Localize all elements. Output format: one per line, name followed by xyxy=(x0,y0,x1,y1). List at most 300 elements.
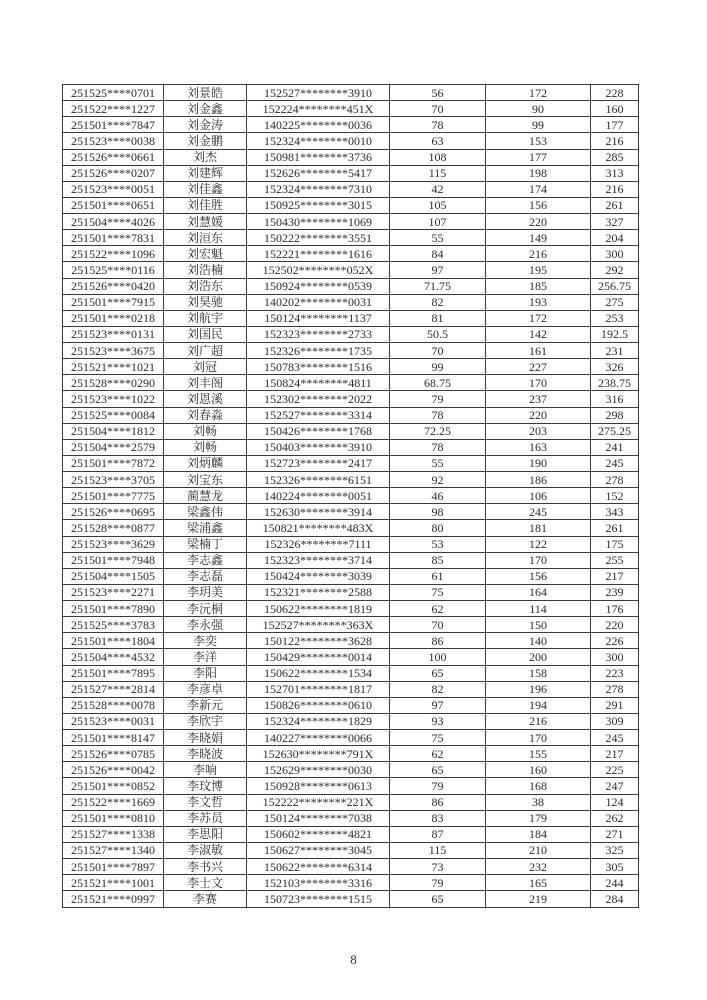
score-2-cell: 220 xyxy=(486,214,591,230)
table-row xyxy=(63,262,639,278)
candidate-no-cell: 251528****0877 xyxy=(63,520,164,536)
total-score-cell: 256.75 xyxy=(591,278,639,294)
candidate-no-cell: 251527****1340 xyxy=(63,842,164,858)
score-1-cell: 100 xyxy=(390,649,486,665)
id-card-number-cell: 150627********3045 xyxy=(247,842,390,858)
id-card-number-cell: 150222********3551 xyxy=(247,230,390,246)
score-2-cell: 200 xyxy=(486,649,591,665)
score-2-cell: 232 xyxy=(486,859,591,875)
score-table xyxy=(62,84,639,908)
table-row xyxy=(63,617,639,633)
candidate-no-cell: 251522****1096 xyxy=(63,246,164,262)
score-2-cell: 216 xyxy=(486,713,591,729)
id-card-number-cell: 152221********1616 xyxy=(247,246,390,262)
candidate-no-cell: 251501****7890 xyxy=(63,601,164,617)
table-row xyxy=(63,407,639,423)
id-card-number-cell: 140225********0036 xyxy=(247,117,390,133)
table-row xyxy=(63,149,639,165)
id-card-number-cell: 152723********2417 xyxy=(247,455,390,471)
candidate-no-cell: 251525****3783 xyxy=(63,617,164,633)
id-card-number-cell: 152224********451X xyxy=(247,101,390,117)
candidate-no-cell: 251501****1804 xyxy=(63,633,164,649)
score-2-cell: 168 xyxy=(486,778,591,794)
candidate-no-cell: 251525****0084 xyxy=(63,407,164,423)
score-1-cell: 71.75 xyxy=(390,278,486,294)
id-card-number-cell: 150602********4821 xyxy=(247,826,390,842)
score-2-cell: 99 xyxy=(486,117,591,133)
score-2-cell: 156 xyxy=(486,568,591,584)
score-1-cell: 63 xyxy=(390,133,486,149)
name-cell: 李志磊 xyxy=(164,568,247,584)
name-cell: 刘冠 xyxy=(164,359,247,375)
total-score-cell: 275.25 xyxy=(591,423,639,439)
score-2-cell: 155 xyxy=(486,746,591,762)
score-1-cell: 80 xyxy=(390,520,486,536)
id-card-number-cell: 152626********5417 xyxy=(247,165,390,181)
name-cell: 刘金鑫 xyxy=(164,101,247,117)
name-cell: 李书兴 xyxy=(164,859,247,875)
name-cell: 刘炳麟 xyxy=(164,455,247,471)
name-cell: 刘浩东 xyxy=(164,278,247,294)
total-score-cell: 176 xyxy=(591,601,639,617)
total-score-cell: 152 xyxy=(591,488,639,504)
score-1-cell: 72.25 xyxy=(390,423,486,439)
score-2-cell: 190 xyxy=(486,455,591,471)
id-card-number-cell: 152527********3910 xyxy=(247,85,390,101)
score-2-cell: 149 xyxy=(486,230,591,246)
name-cell: 李欣宇 xyxy=(164,713,247,729)
candidate-no-cell: 251501****7895 xyxy=(63,665,164,681)
id-card-number-cell: 140224********0051 xyxy=(247,488,390,504)
table-row xyxy=(63,230,639,246)
score-2-cell: 210 xyxy=(486,842,591,858)
name-cell: 刘春淼 xyxy=(164,407,247,423)
score-2-cell: 165 xyxy=(486,875,591,891)
name-cell: 刘宏魁 xyxy=(164,246,247,262)
table-row xyxy=(63,584,639,600)
total-score-cell: 204 xyxy=(591,230,639,246)
name-cell: 李晓娟 xyxy=(164,730,247,746)
id-card-number-cell: 152323********2733 xyxy=(247,326,390,342)
candidate-no-cell: 251501****8147 xyxy=(63,730,164,746)
candidate-no-cell: 251526****0661 xyxy=(63,149,164,165)
candidate-no-cell: 251504****4026 xyxy=(63,214,164,230)
name-cell: 刘洹东 xyxy=(164,230,247,246)
id-card-number-cell: 150429********0014 xyxy=(247,649,390,665)
table-row xyxy=(63,439,639,455)
total-score-cell: 216 xyxy=(591,181,639,197)
total-score-cell: 217 xyxy=(591,568,639,584)
id-card-number-cell: 152222********221X xyxy=(247,794,390,810)
score-1-cell: 55 xyxy=(390,455,486,471)
score-2-cell: 245 xyxy=(486,504,591,520)
score-1-cell: 82 xyxy=(390,681,486,697)
score-1-cell: 83 xyxy=(390,810,486,826)
total-score-cell: 244 xyxy=(591,875,639,891)
total-score-cell: 298 xyxy=(591,407,639,423)
candidate-no-cell: 251522****1669 xyxy=(63,794,164,810)
id-card-number-cell: 150403********3910 xyxy=(247,439,390,455)
score-2-cell: 164 xyxy=(486,584,591,600)
score-1-cell: 56 xyxy=(390,85,486,101)
total-score-cell: 241 xyxy=(591,439,639,455)
table-row xyxy=(63,649,639,665)
candidate-no-cell: 251501****7775 xyxy=(63,488,164,504)
score-1-cell: 108 xyxy=(390,149,486,165)
table-row xyxy=(63,455,639,471)
table-row xyxy=(63,713,639,729)
total-score-cell: 316 xyxy=(591,391,639,407)
id-card-number-cell: 152103********3316 xyxy=(247,875,390,891)
id-card-number-cell: 150783********1516 xyxy=(247,359,390,375)
total-score-cell: 217 xyxy=(591,746,639,762)
id-card-number-cell: 152324********7310 xyxy=(247,181,390,197)
score-1-cell: 99 xyxy=(390,359,486,375)
name-cell: 刘昊驰 xyxy=(164,294,247,310)
total-score-cell: 220 xyxy=(591,617,639,633)
score-1-cell: 62 xyxy=(390,601,486,617)
total-score-cell: 292 xyxy=(591,262,639,278)
name-cell: 刘杰 xyxy=(164,149,247,165)
score-1-cell: 86 xyxy=(390,633,486,649)
total-score-cell: 300 xyxy=(591,246,639,262)
candidate-no-cell: 251521****0997 xyxy=(63,891,164,908)
candidate-no-cell: 251523****1022 xyxy=(63,391,164,407)
name-cell: 李新元 xyxy=(164,697,247,713)
table-row xyxy=(63,375,639,391)
name-cell: 刘恩溪 xyxy=(164,391,247,407)
score-2-cell: 220 xyxy=(486,407,591,423)
total-score-cell: 275 xyxy=(591,294,639,310)
score-1-cell: 62 xyxy=(390,746,486,762)
score-1-cell: 85 xyxy=(390,552,486,568)
score-2-cell: 203 xyxy=(486,423,591,439)
id-card-number-cell: 152527********363X xyxy=(247,617,390,633)
id-card-number-cell: 152701********1817 xyxy=(247,681,390,697)
table-row xyxy=(63,488,639,504)
total-score-cell: 291 xyxy=(591,697,639,713)
total-score-cell: 271 xyxy=(591,826,639,842)
score-2-cell: 195 xyxy=(486,262,591,278)
name-cell: 刘国民 xyxy=(164,326,247,342)
total-score-cell: 228 xyxy=(591,85,639,101)
id-card-number-cell: 150826********0610 xyxy=(247,697,390,713)
name-cell: 刘金涛 xyxy=(164,117,247,133)
candidate-no-cell: 251501****7831 xyxy=(63,230,164,246)
table-row xyxy=(63,891,639,908)
id-card-number-cell: 152326********7111 xyxy=(247,536,390,552)
table-row xyxy=(63,730,639,746)
candidate-no-cell: 251504****4532 xyxy=(63,649,164,665)
score-2-cell: 185 xyxy=(486,278,591,294)
name-cell: 李文哲 xyxy=(164,794,247,810)
table-row xyxy=(63,310,639,326)
score-1-cell: 79 xyxy=(390,391,486,407)
total-score-cell: 313 xyxy=(591,165,639,181)
candidate-no-cell: 251523****2271 xyxy=(63,584,164,600)
candidate-no-cell: 251501****7948 xyxy=(63,552,164,568)
score-2-cell: 158 xyxy=(486,665,591,681)
id-card-number-cell: 150122********3628 xyxy=(247,633,390,649)
candidate-no-cell: 251527****2814 xyxy=(63,681,164,697)
score-1-cell: 115 xyxy=(390,842,486,858)
table-row xyxy=(63,85,639,101)
candidate-no-cell: 251526****0420 xyxy=(63,278,164,294)
id-card-number-cell: 150824********4811 xyxy=(247,375,390,391)
name-cell: 蔺慧龙 xyxy=(164,488,247,504)
table-row xyxy=(63,536,639,552)
table-row xyxy=(63,552,639,568)
score-1-cell: 78 xyxy=(390,439,486,455)
score-1-cell: 75 xyxy=(390,730,486,746)
total-score-cell: 278 xyxy=(591,681,639,697)
table-row xyxy=(63,697,639,713)
id-card-number-cell: 140227********0066 xyxy=(247,730,390,746)
score-2-cell: 170 xyxy=(486,375,591,391)
id-card-number-cell: 140202********0031 xyxy=(247,294,390,310)
score-1-cell: 65 xyxy=(390,762,486,778)
total-score-cell: 262 xyxy=(591,810,639,826)
name-cell: 刘佳鑫 xyxy=(164,181,247,197)
table-row xyxy=(63,520,639,536)
score-2-cell: 174 xyxy=(486,181,591,197)
table-row xyxy=(63,343,639,359)
score-2-cell: 172 xyxy=(486,85,591,101)
name-cell: 刘畅 xyxy=(164,439,247,455)
score-2-cell: 186 xyxy=(486,472,591,488)
score-1-cell: 65 xyxy=(390,665,486,681)
id-card-number-cell: 150430********1069 xyxy=(247,214,390,230)
score-2-cell: 114 xyxy=(486,601,591,617)
table-row xyxy=(63,181,639,197)
score-2-cell: 150 xyxy=(486,617,591,633)
id-card-number-cell: 150821********483X xyxy=(247,520,390,536)
score-1-cell: 70 xyxy=(390,101,486,117)
score-1-cell: 53 xyxy=(390,536,486,552)
name-cell: 刘景皓 xyxy=(164,85,247,101)
candidate-no-cell: 251501****0810 xyxy=(63,810,164,826)
table-row xyxy=(63,165,639,181)
total-score-cell: 300 xyxy=(591,649,639,665)
total-score-cell: 285 xyxy=(591,149,639,165)
candidate-no-cell: 251501****7915 xyxy=(63,294,164,310)
table-row xyxy=(63,504,639,520)
id-card-number-cell: 150924********0539 xyxy=(247,278,390,294)
name-cell: 梁楠丁 xyxy=(164,536,247,552)
candidate-no-cell: 251526****0695 xyxy=(63,504,164,520)
candidate-no-cell: 251526****0785 xyxy=(63,746,164,762)
candidate-no-cell: 251528****0290 xyxy=(63,375,164,391)
table-row xyxy=(63,681,639,697)
candidate-no-cell: 251523****0051 xyxy=(63,181,164,197)
total-score-cell: 216 xyxy=(591,133,639,149)
name-cell: 刘建辉 xyxy=(164,165,247,181)
id-card-number-cell: 150622********1819 xyxy=(247,601,390,617)
score-2-cell: 177 xyxy=(486,149,591,165)
id-card-number-cell: 152630********791X xyxy=(247,746,390,762)
name-cell: 刘丰阁 xyxy=(164,375,247,391)
score-2-cell: 161 xyxy=(486,343,591,359)
name-cell: 李玥美 xyxy=(164,584,247,600)
total-score-cell: 177 xyxy=(591,117,639,133)
total-score-cell: 343 xyxy=(591,504,639,520)
score-1-cell: 42 xyxy=(390,181,486,197)
table-row xyxy=(63,810,639,826)
table-row xyxy=(63,778,639,794)
score-2-cell: 181 xyxy=(486,520,591,536)
table-row xyxy=(63,762,639,778)
total-score-cell: 238.75 xyxy=(591,375,639,391)
name-cell: 李思阳 xyxy=(164,826,247,842)
name-cell: 李志鑫 xyxy=(164,552,247,568)
total-score-cell: 327 xyxy=(591,214,639,230)
score-1-cell: 61 xyxy=(390,568,486,584)
candidate-no-cell: 251523****0038 xyxy=(63,133,164,149)
score-1-cell: 70 xyxy=(390,617,486,633)
candidate-no-cell: 251523****0131 xyxy=(63,326,164,342)
score-1-cell: 75 xyxy=(390,584,486,600)
name-cell: 李淑敏 xyxy=(164,842,247,858)
score-2-cell: 163 xyxy=(486,439,591,455)
total-score-cell: 247 xyxy=(591,778,639,794)
id-card-number-cell: 150424********3039 xyxy=(247,568,390,584)
id-card-number-cell: 152302********2022 xyxy=(247,391,390,407)
total-score-cell: 253 xyxy=(591,310,639,326)
score-2-cell: 142 xyxy=(486,326,591,342)
name-cell: 李响 xyxy=(164,762,247,778)
id-card-number-cell: 152323********3714 xyxy=(247,552,390,568)
score-2-cell: 194 xyxy=(486,697,591,713)
score-2-cell: 193 xyxy=(486,294,591,310)
candidate-no-cell: 251527****1338 xyxy=(63,826,164,842)
candidate-no-cell: 251525****0116 xyxy=(63,262,164,278)
score-2-cell: 172 xyxy=(486,310,591,326)
name-cell: 李玟博 xyxy=(164,778,247,794)
score-1-cell: 98 xyxy=(390,504,486,520)
name-cell: 刘慧媛 xyxy=(164,214,247,230)
score-1-cell: 65 xyxy=(390,891,486,908)
table-row xyxy=(63,117,639,133)
table-row xyxy=(63,665,639,681)
id-card-number-cell: 150426********1768 xyxy=(247,423,390,439)
name-cell: 李永强 xyxy=(164,617,247,633)
total-score-cell: 261 xyxy=(591,197,639,213)
name-cell: 刘广超 xyxy=(164,343,247,359)
name-cell: 李奕 xyxy=(164,633,247,649)
score-2-cell: 106 xyxy=(486,488,591,504)
name-cell: 梁浦鑫 xyxy=(164,520,247,536)
name-cell: 刘畅 xyxy=(164,423,247,439)
candidate-no-cell: 251522****1227 xyxy=(63,101,164,117)
table-row xyxy=(63,794,639,810)
score-1-cell: 87 xyxy=(390,826,486,842)
total-score-cell: 326 xyxy=(591,359,639,375)
score-1-cell: 79 xyxy=(390,875,486,891)
candidate-no-cell: 251526****0207 xyxy=(63,165,164,181)
candidate-no-cell: 251501****0651 xyxy=(63,197,164,213)
candidate-no-cell: 251523****3629 xyxy=(63,536,164,552)
total-score-cell: 284 xyxy=(591,891,639,908)
table-row xyxy=(63,423,639,439)
score-table-body xyxy=(63,85,639,908)
table-row xyxy=(63,214,639,230)
total-score-cell: 261 xyxy=(591,520,639,536)
score-1-cell: 78 xyxy=(390,117,486,133)
table-row xyxy=(63,472,639,488)
score-2-cell: 170 xyxy=(486,552,591,568)
score-2-cell: 198 xyxy=(486,165,591,181)
table-row xyxy=(63,875,639,891)
id-card-number-cell: 152629********0030 xyxy=(247,762,390,778)
candidate-no-cell: 251521****1021 xyxy=(63,359,164,375)
id-card-number-cell: 152326********1735 xyxy=(247,343,390,359)
candidate-no-cell: 251501****7872 xyxy=(63,455,164,471)
table-row xyxy=(63,278,639,294)
score-1-cell: 81 xyxy=(390,310,486,326)
score-2-cell: 227 xyxy=(486,359,591,375)
total-score-cell: 305 xyxy=(591,859,639,875)
score-2-cell: 216 xyxy=(486,246,591,262)
name-cell: 刘佳胜 xyxy=(164,197,247,213)
score-1-cell: 97 xyxy=(390,262,486,278)
table-row xyxy=(63,601,639,617)
name-cell: 李士文 xyxy=(164,875,247,891)
table-row xyxy=(63,359,639,375)
total-score-cell: 160 xyxy=(591,101,639,117)
score-2-cell: 140 xyxy=(486,633,591,649)
name-cell: 李彦卓 xyxy=(164,681,247,697)
score-1-cell: 92 xyxy=(390,472,486,488)
name-cell: 梁鑫伟 xyxy=(164,504,247,520)
name-cell: 刘航宇 xyxy=(164,310,247,326)
score-2-cell: 153 xyxy=(486,133,591,149)
candidate-no-cell: 251501****7897 xyxy=(63,859,164,875)
total-score-cell: 231 xyxy=(591,343,639,359)
id-card-number-cell: 150622********6314 xyxy=(247,859,390,875)
candidate-no-cell: 251523****0031 xyxy=(63,713,164,729)
score-1-cell: 46 xyxy=(390,488,486,504)
score-1-cell: 107 xyxy=(390,214,486,230)
id-card-number-cell: 150928********0613 xyxy=(247,778,390,794)
score-2-cell: 237 xyxy=(486,391,591,407)
score-1-cell: 55 xyxy=(390,230,486,246)
total-score-cell: 192.5 xyxy=(591,326,639,342)
candidate-no-cell: 251523****3675 xyxy=(63,343,164,359)
score-1-cell: 93 xyxy=(390,713,486,729)
total-score-cell: 226 xyxy=(591,633,639,649)
name-cell: 李阳 xyxy=(164,665,247,681)
table-row xyxy=(63,101,639,117)
table-row xyxy=(63,859,639,875)
score-2-cell: 219 xyxy=(486,891,591,908)
table-row xyxy=(63,246,639,262)
id-card-number-cell: 152324********0010 xyxy=(247,133,390,149)
score-1-cell: 68.75 xyxy=(390,375,486,391)
score-1-cell: 115 xyxy=(390,165,486,181)
page-number: 8 xyxy=(350,952,357,967)
score-2-cell: 160 xyxy=(486,762,591,778)
table-row xyxy=(63,568,639,584)
score-2-cell: 179 xyxy=(486,810,591,826)
total-score-cell: 278 xyxy=(591,472,639,488)
id-card-number-cell: 152321********2588 xyxy=(247,584,390,600)
name-cell: 刘浩楠 xyxy=(164,262,247,278)
score-1-cell: 84 xyxy=(390,246,486,262)
candidate-no-cell: 251521****1001 xyxy=(63,875,164,891)
table-row xyxy=(63,326,639,342)
id-card-number-cell: 150981********3736 xyxy=(247,149,390,165)
total-score-cell: 124 xyxy=(591,794,639,810)
